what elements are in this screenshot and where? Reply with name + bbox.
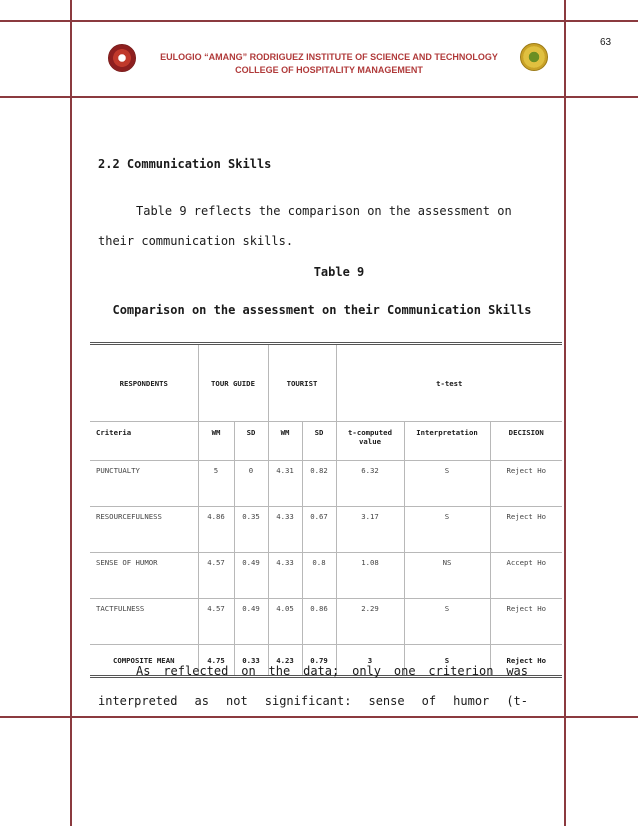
value-cell: 0 [234,461,268,507]
table-subheader-row [90,422,562,461]
value-cell: NS [404,553,490,599]
comparison-table [90,342,562,678]
composite-value: S [404,645,490,677]
header-respondents: RESPONDENTS [90,344,198,422]
composite-value: 0.79 [302,645,336,677]
table-title: Table 9 [313,265,365,279]
composite-value: Reject Ho [490,645,562,677]
value-cell: 0.8 [302,553,336,599]
closing-line-2: interpreted as not significant: sense of humor (t- [98,694,528,708]
value-cell: 0.49 [234,553,268,599]
composite-value: 3 [336,645,404,677]
subheader-wm: WM [198,422,234,461]
right-margin-rule [564,0,566,826]
top-border-rule [0,20,638,22]
value-cell: 3.17 [336,507,404,553]
value-cell: 0.86 [302,599,336,645]
subheader-interpretation: Interpretation [404,422,490,461]
table-row [90,599,562,645]
value-cell: 0.49 [234,599,268,645]
table-row [90,461,562,507]
composite-value: 4.75 [198,645,234,677]
subheader-sd: SD [302,422,336,461]
value-cell: Reject Ho [490,461,562,507]
value-cell: Accept Ho [490,553,562,599]
value-cell: Reject Ho [490,507,562,553]
intro-paragraph: Table 9 reflects the comparison on the assessment on their communication skills. [98,204,512,248]
value-cell: S [404,507,490,553]
section-title: 2.2 Communication Skills [98,157,272,171]
header-divider-rule [0,96,638,98]
value-cell: 2.29 [336,599,404,645]
value-cell: 0.82 [302,461,336,507]
table-group-header-row [90,344,562,422]
composite-value: 0.33 [234,645,268,677]
page-number: 63 [600,37,612,48]
closing-paragraph [98,656,528,716]
header-t-test: t-test [336,344,562,422]
header-tour-guide: TOUR GUIDE [198,344,268,422]
value-cell: 1.08 [336,553,404,599]
criterion-cell: TACTFULNESS [90,599,198,645]
value-cell: 6.32 [336,461,404,507]
value-cell: 4.05 [268,599,302,645]
value-cell: 0.35 [234,507,268,553]
value-cell: 4.31 [268,461,302,507]
left-margin-rule [70,0,72,826]
criterion-cell: SENSE OF HUMOR [90,553,198,599]
composite-label: COMPOSITE MEAN [90,645,198,677]
criterion-cell: PUNCTUALTY [90,461,198,507]
criterion-cell: RESOURCEFULNESS [90,507,198,553]
composite-value: 4.23 [268,645,302,677]
closing-line-1: As reflected on the data; only one criterion was [136,664,528,678]
header-tourist: TOURIST [268,344,336,422]
subheader-t-computed: t-computed value [336,422,404,461]
college-name: COLLEGE OF HOSPITALITY MANAGEMENT [235,65,423,75]
subheader-criteria: Criteria [90,422,198,461]
value-cell: 5 [198,461,234,507]
value-cell: Reject Ho [490,599,562,645]
value-cell: 4.57 [198,599,234,645]
subheader-sd: SD [234,422,268,461]
value-cell: 0.67 [302,507,336,553]
table-subtitle: Comparison on the assessment on their Communication Skills [112,303,532,317]
table-row [90,553,562,599]
bottom-border-rule [0,716,638,718]
subheader-wm: WM [268,422,302,461]
value-cell: 4.57 [198,553,234,599]
table-row [90,507,562,553]
value-cell: 4.33 [268,507,302,553]
value-cell: S [404,599,490,645]
value-cell: 4.33 [268,553,302,599]
subheader-decision: DECISION [490,422,562,461]
institution-name: EULOGIO “AMANG” RODRIGUEZ INSTITUTE OF SCIENCE AND TECHNOLOGY [160,52,498,62]
value-cell: S [404,461,490,507]
value-cell: 4.86 [198,507,234,553]
